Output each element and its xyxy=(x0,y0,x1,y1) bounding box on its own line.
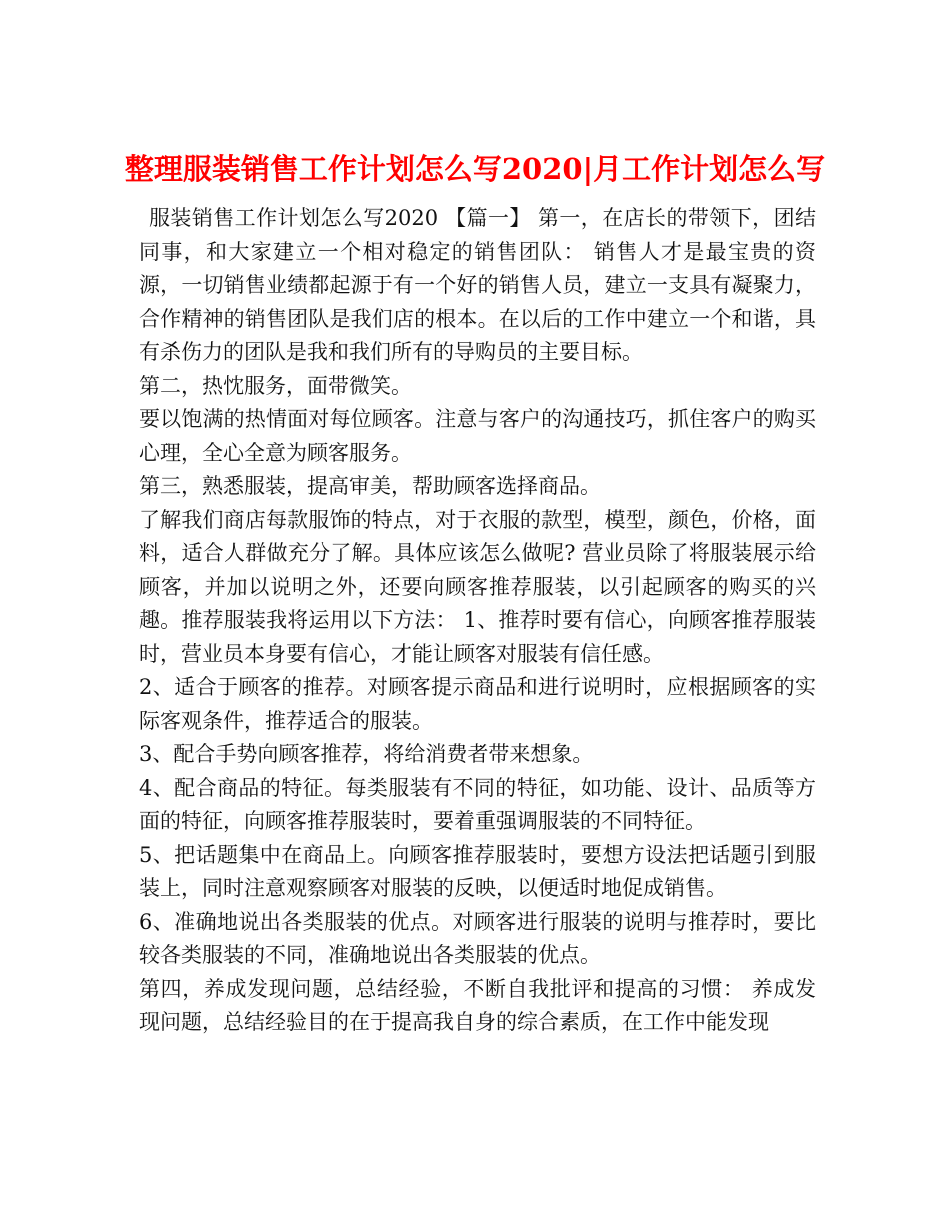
document-body xyxy=(139,202,816,1040)
paragraph: 要以饱满的热情面对每位顾客。注意与客户的沟通技巧，抓住客户的购买心理，全心全意为顾客服务。 xyxy=(139,407,816,465)
paragraph: 5、把话题集中在商品上。向顾客推荐服装时，要想方设法把话题引到服装上，同时注意观察顾客对服装的反映，以便适时地促成销售。 xyxy=(139,842,816,900)
paragraph: 3、配合手势向顾客推荐，将给消费者带来想象。 xyxy=(139,742,594,766)
paragraph: 第三，熟悉服装，提高审美，帮助顾客选择商品。 xyxy=(139,474,601,498)
document-title: 整理服装销售工作计划怎么写2020|月工作计划怎么写 xyxy=(124,152,826,187)
paragraph: 了解我们商店每款服饰的特点，对于衣服的款型，模型，颜色，价格，面料，适合人群做充分了解。具体应该怎么做呢? 营业员除了将服装展示给顾客，并加以说明之外，还要向顾客推荐服装，以引起顾客的购买的兴趣。推荐服装我将运用以下方法： 1、推荐时要有信心，向顾客推荐服装时，营业员本身要有信心，才能让顾客对服装有信任感。 xyxy=(139,507,816,666)
paragraph: 服装销售工作计划怎么写2020 【篇一】 第一，在店长的带领下，团结同事，和大家建立一个相对稳定的销售团队： 销售人才是最宝贵的资源，一切销售业绩都起源于有一个好的销售人员，建立一支具有凝聚力，合作精神的销售团队是我们店的根本。在以后的工作中建立一个和谐，具有杀伤力的团队是我和我们所有的导购员的主要目标。 xyxy=(139,206,816,364)
paragraph: 第四，养成发现问题，总结经验，不断自我批评和提高的习惯： 养成发现问题，总结经验目的在于提高我自身的综合素质，在工作中能发现 xyxy=(139,976,816,1034)
paragraph: 2、适合于顾客的推荐。对顾客提示商品和进行说明时，应根据顾客的实际客观条件，推荐适合的服装。 xyxy=(139,675,816,733)
paragraph: 4、配合商品的特征。每类服装有不同的特征，如功能、设计、品质等方面的特征，向顾客推荐服装时，要着重强调服装的不同特征。 xyxy=(139,775,816,833)
paragraph: 6、准确地说出各类服装的优点。对顾客进行服装的说明与推荐时，要比较各类服装的不同，准确地说出各类服装的优点。 xyxy=(139,909,816,967)
paragraph: 第二，热忱服务，面带微笑。 xyxy=(139,373,412,398)
